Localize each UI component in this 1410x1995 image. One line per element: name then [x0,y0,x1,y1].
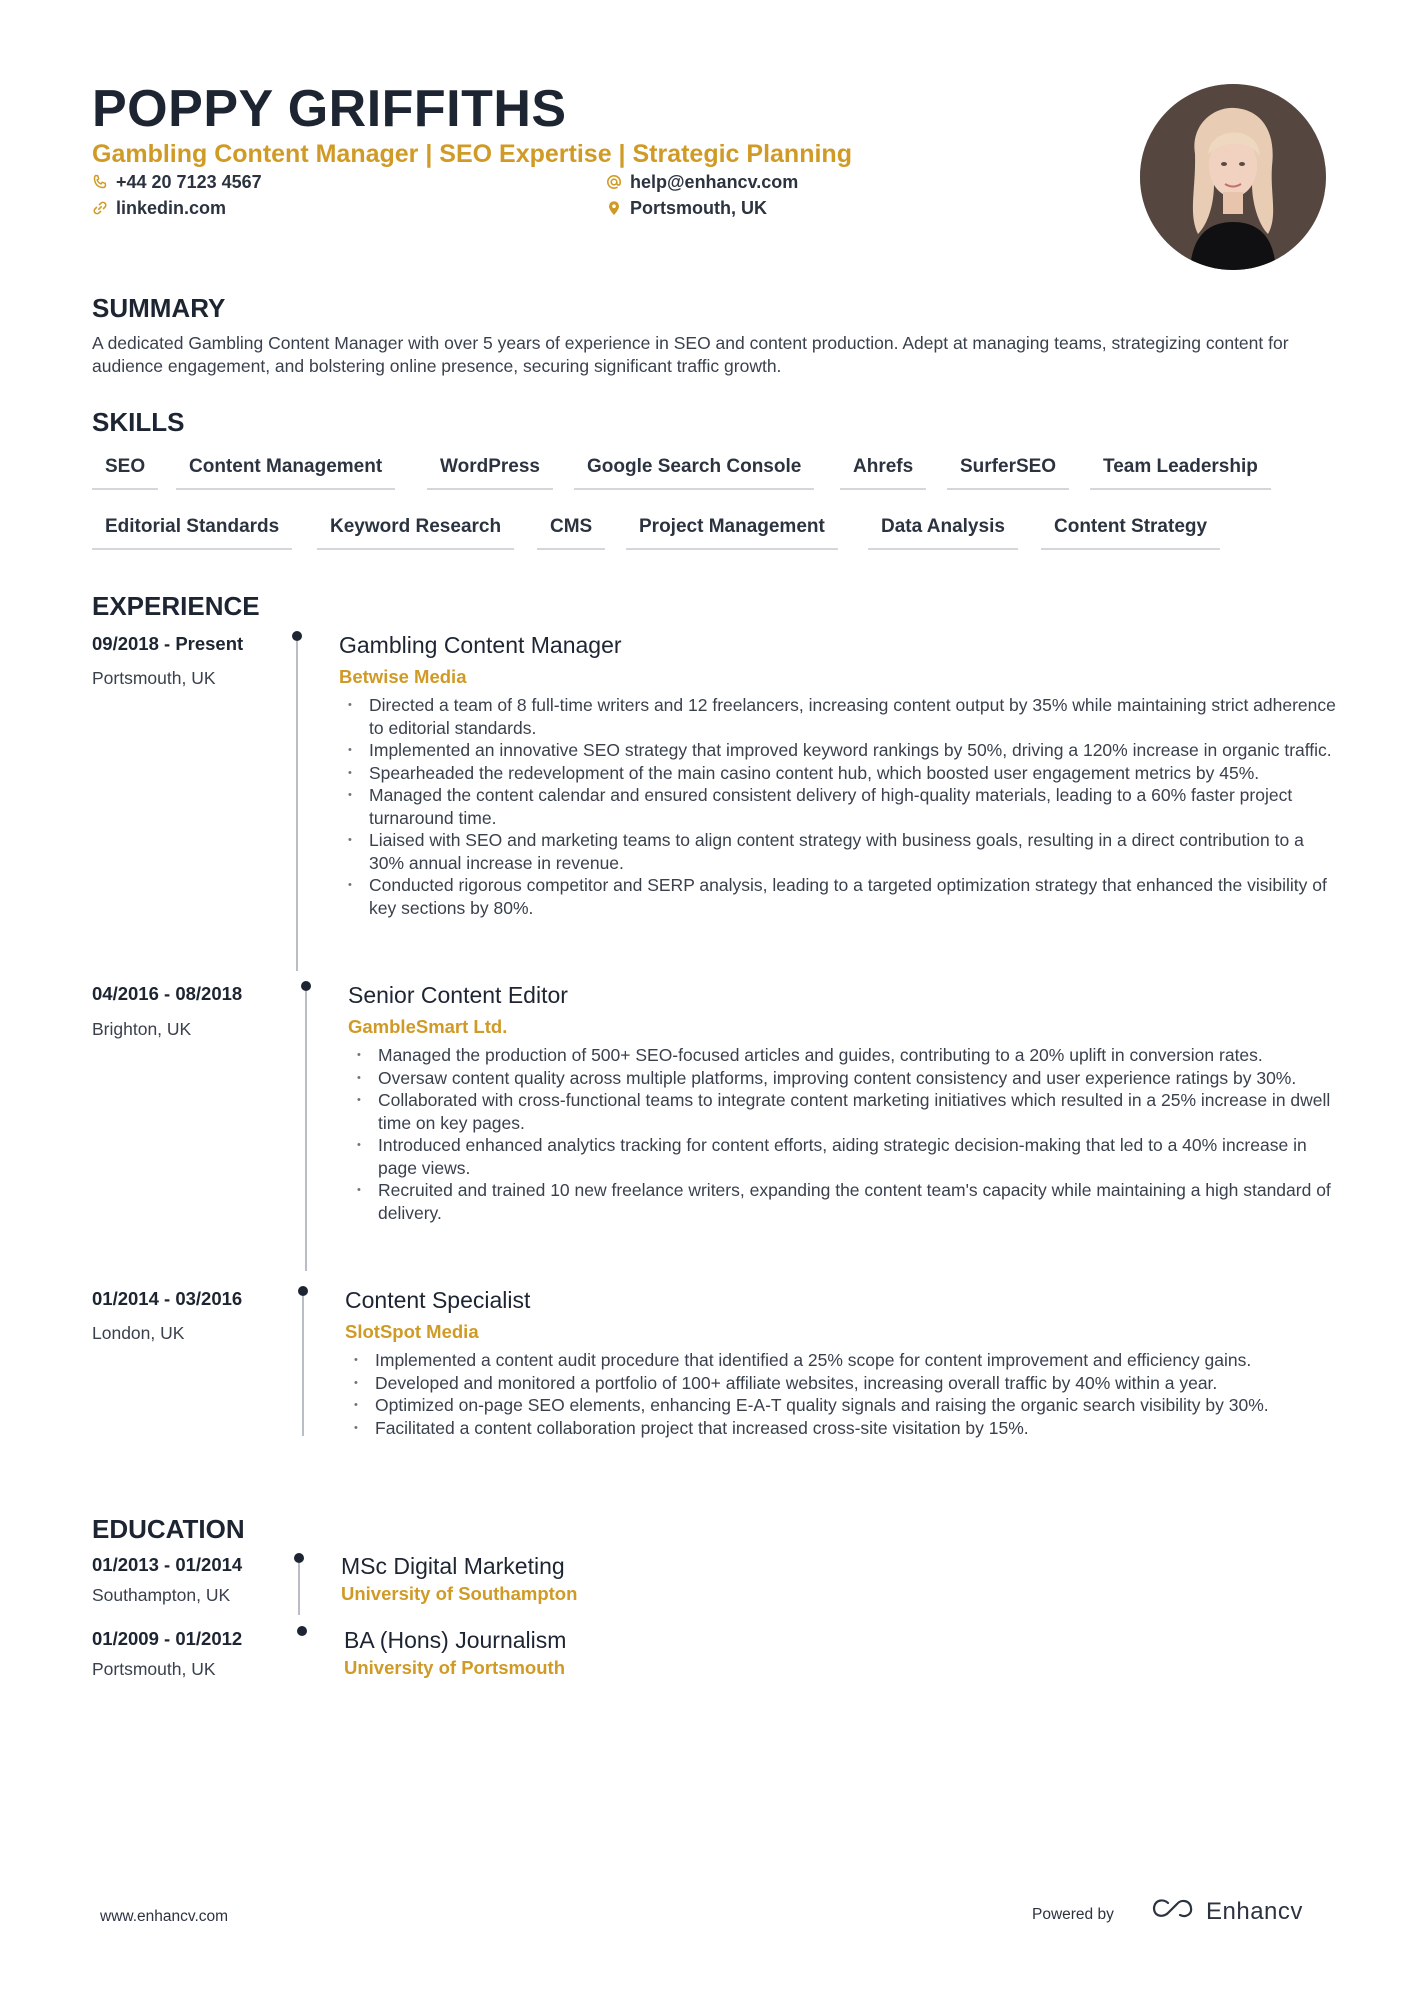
enhancv-logo[interactable] [1150,1896,1303,1927]
bullet-item: • Optimized on-page SEO elements, enhancing E-A-T quality signals and raising the organic search visibility by 30%. [347,1394,1347,1417]
location-text: Portsmouth, UK [630,198,767,218]
experience-heading: EXPERIENCE [92,591,260,621]
linkedin-text: linkedin.com [116,198,227,218]
skill-tag: Data Analysis [868,515,1018,550]
summary-heading: SUMMARY [92,293,226,323]
skill-tag: Project Management [626,515,838,550]
skill-tag: Ahrefs [840,455,926,490]
bullet-item: • Recruited and trained 10 new freelance writers, expanding the content team's capacity while maintaining a high standard of delivery. [350,1179,1350,1224]
bullet-item: • Managed the content calendar and ensured consistent delivery of high-quality materials, leading to a 60% faster project turnaround time. [341,784,1341,829]
skill-tag: SurferSEO [947,455,1069,490]
skill-tag: Content Management [176,455,395,490]
company-name: Betwise Media [339,666,467,687]
phone-icon [92,174,108,190]
skill-tag: Content Strategy [1041,515,1220,550]
powered-by-label: Powered by [1032,1906,1114,1923]
bullet-item: • Collaborated with cross-functional teams to integrate content marketing initiatives which resulted in a 25% increase in dwell time on key pages. [350,1089,1350,1134]
skill-tag: WordPress [427,455,553,490]
timeline-line [305,991,307,1271]
timeline-line [298,1563,300,1615]
education-location: Southampton, UK [92,1585,231,1605]
degree-title: MSc Digital Marketing [341,1553,565,1579]
education-dates: 01/2013 - 01/2014 [92,1554,243,1575]
bullet-item: • Implemented a content audit procedure that identified a 25% scope for content improvement and efficiency gains. [347,1349,1347,1372]
timeline-dot [292,631,302,641]
bullet-item: • Developed and monitored a portfolio of 100+ affiliate websites, increasing overall traffic by 40% within a year. [347,1372,1347,1395]
company-name: GambleSmart Ltd. [348,1016,508,1037]
job-bullets [341,694,1341,919]
enhancv-logo-icon [1150,1896,1196,1927]
job-dates: 04/2016 - 08/2018 [92,983,243,1004]
timeline-dot [297,1626,307,1636]
candidate-headline: Gambling Content Manager | SEO Expertise | Strategic Planning [92,140,852,168]
skills-heading: SKILLS [92,407,185,437]
job-location: Brighton, UK [92,1019,192,1039]
job-title: Senior Content Editor [348,982,568,1008]
degree-title: BA (Hons) Journalism [344,1627,567,1653]
bullet-item: • Conducted rigorous competitor and SERP analysis, leading to a targeted optimization strategy that enhanced the visibility of key sections by 80%. [341,874,1341,919]
skill-tag: Editorial Standards [92,515,292,550]
bullet-item: • Implemented an innovative SEO strategy that improved keyword rankings by 50%, driving a 120% increase in organic traffic. [341,739,1341,762]
footer-website-link[interactable]: www.enhancv.com [100,1908,229,1925]
timeline-dot [298,1286,308,1296]
job-dates: 01/2014 - 03/2016 [92,1288,243,1309]
skill-tag: Google Search Console [574,455,814,490]
job-title: Content Specialist [345,1287,531,1313]
at-icon [606,174,622,190]
education-dates: 01/2009 - 01/2012 [92,1628,243,1649]
skill-tag: Keyword Research [317,515,514,550]
contact-phone[interactable] [92,170,262,194]
education-heading: EDUCATION [92,1514,245,1544]
job-bullets [347,1349,1347,1439]
bullet-item: • Managed the production of 500+ SEO-focused articles and guides, contributing to a 20% uplift in conversion rates. [350,1044,1350,1067]
profile-photo [1140,84,1326,270]
contact-linkedin[interactable] [92,196,226,220]
school-name: University of Portsmouth [344,1657,565,1678]
skill-tag: SEO [92,455,158,490]
timeline-line [302,1296,304,1436]
education-location: Portsmouth, UK [92,1659,216,1679]
company-name: SlotSpot Media [345,1321,479,1342]
map-pin-icon [606,200,622,216]
job-location: London, UK [92,1323,185,1343]
timeline-dot [294,1553,304,1563]
contact-email[interactable] [606,170,798,194]
skill-tag: Team Leadership [1090,455,1271,490]
bullet-item: • Oversaw content quality across multiple platforms, improving content consistency and user experience ratings by 30%. [350,1067,1350,1090]
timeline-line [296,641,298,971]
link-icon [92,200,108,216]
email-text: help@enhancv.com [630,172,799,192]
bullet-item: • Directed a team of 8 full-time writers and 12 freelancers, increasing content output by 35% while maintaining strict adherence to editorial standards. [341,694,1341,739]
contact-location [606,196,767,220]
timeline-dot [301,981,311,991]
bullet-item: • Spearheaded the redevelopment of the main casino content hub, which boosted user engagement metrics by 45%. [341,762,1341,785]
summary-text: A dedicated Gambling Content Manager with over 5 years of experience in SEO and content production. Adept at managing teams, strategizing content for audience engagement, and bolstering online presence, securing significant traffic growth. [92,333,1289,376]
job-dates: 09/2018 - Present [92,633,244,654]
phone-text: +44 20 7123 4567 [116,172,262,192]
skill-tag: CMS [537,515,605,550]
bullet-item: • Introduced enhanced analytics tracking for content efforts, aiding strategic decision-making that led to a 40% increase in page views. [350,1134,1350,1179]
job-bullets [350,1044,1350,1224]
job-location: Portsmouth, UK [92,668,216,688]
candidate-name: POPPY GRIFFITHS [92,80,567,138]
school-name: University of Southampton [341,1583,578,1604]
bullet-item: • Liaised with SEO and marketing teams to align content strategy with business goals, resulting in a direct contribution to a 30% annual increase in revenue. [341,829,1341,874]
enhancv-logo-text: Enhancv [1206,1897,1303,1925]
bullet-item: • Facilitated a content collaboration project that increased cross-site visitation by 15%. [347,1417,1347,1440]
job-title: Gambling Content Manager [339,632,622,658]
